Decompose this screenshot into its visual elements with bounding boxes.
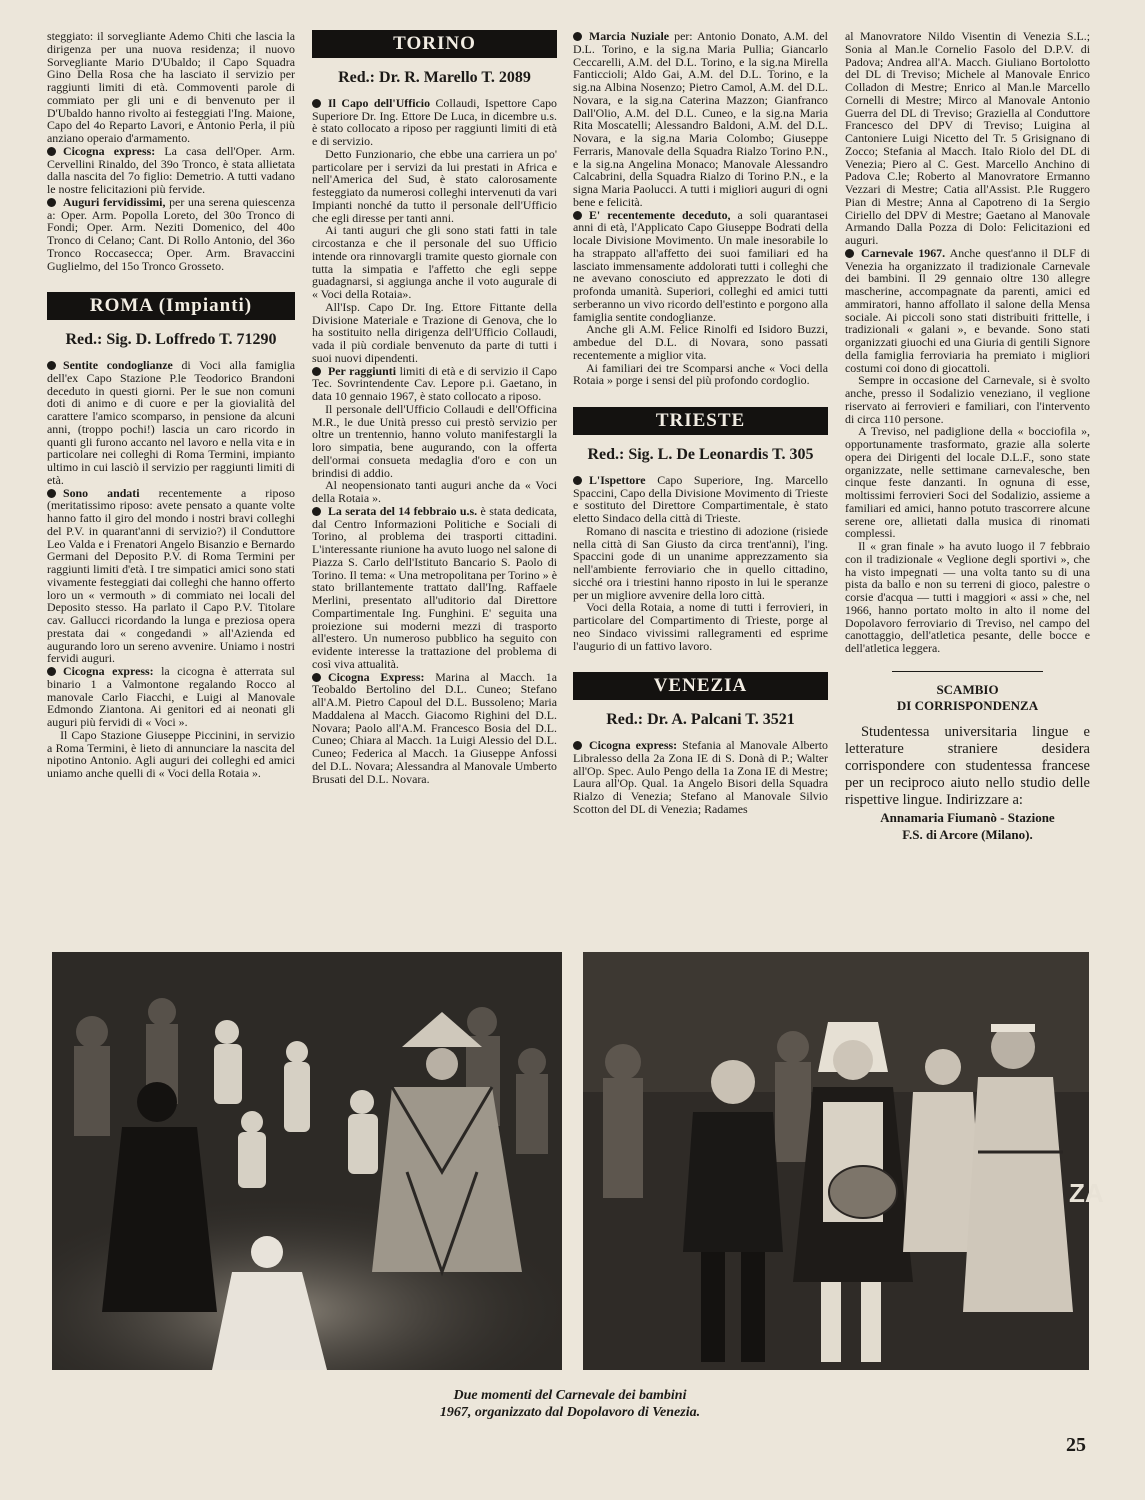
item-text: Capo Superiore, Ing. Marcello Spaccini, Capo della Divisione Movimento di Trieste e sostituto del Direttore Compartimentale, è stato eletto Sindaco della città di Trieste. [573,472,828,525]
bullet-icon [573,741,582,750]
item-head: Il Capo dell'Ufficio [328,95,431,110]
news-item [312,365,557,403]
article-paragraph: Voci della Rotaia, a nome di tutti i ferrovieri, in particolare del Compartimento di Trieste, porge al neo Sindaco vivissimi rallegramenti ed esprime l'augurio di un fattivo lavoro. [573,600,828,653]
scambio-contact-line-1: Annamaria Fiumanò - Stazione [880,809,1055,825]
carnival-photo-2-image [583,952,1104,1370]
article-paragraph: A Treviso, nel padiglione della « bocciofila », opportunamente trasformato, grazie alla solerte opera dei Dirigenti del locale D.L.F., sono state organizzate, nelle settimane carnevalesche, ben cinque feste danzanti. In ognuna di esse, moltissimi ferrovieri Soci del Sodalizio, assieme a familiari ed amici, hanno potuto trascorrere alcune serene ore, allietati dalla musica di rinomati complessi. [845,424,1090,541]
bullet-icon [47,198,56,207]
item-text: Marina al Macch. 1a Teobaldo Bertolino del D.L. Cuneo; Stefano all'A.M. Pietro Capoul del D.L. Bussoleno; Maria Maddalena al Macch. Giacomo Righini del D.L. Novara; Paolo all'A.M. Francesco Bosia del D.L. Cuneo; Chiara al Macch. 1a Luigi Alessio del D.L. Cuneo; Federica al Macch. 1a Giuseppe Anfossi del D.L. Novara; Alessandra al Manovale Umberto Brusati del D.L. Novara. [312,669,557,786]
item-text: è stata dedicata, dal Centro Informazioni Politiche e Sociali di Torino, al problema dei trasporti cittadini. L'interessante riunione ha avuto luogo nel salone di Piazza S. Carlo dell'Istituto Bancario S. Paolo di Torino. Il tema: « Una metropolitana per Torino » è stato brillantemente trattato dall'Ing. Raffaele Merlini, presentato all'uditorio dal Direttore Compartimentale Ing. Funghini. E' seguita una proiezione sui moderni mezzi di trasporto all'estero. Un numeroso pubblico ha seguito con evidente interesse la trattazione del problema di così viva attualità. [312,503,557,671]
news-item [312,97,557,148]
bullet-icon [312,99,321,108]
scambio-contact-line-2: F.S. di Arcore (Milano). [902,826,1033,842]
item-head: Cicogna express: [63,664,154,678]
section-editor-torino: Red.: Dr. R. Marello T. 2089 [338,69,531,86]
article-paragraph: Il Capo Stazione Giuseppe Piccinini, in servizio a Roma Termini, è lieto di annunciare la nascita del nipotino Antonio. Agli auguri dei colleghi ed amici uniamo anche quelli di « Voci della Rotaia ». [47,727,295,780]
article-paragraph: Ai familiari dei tre Scomparsi anche « Voci della Rotaia » porge i sensi del più profondo cordoglio. [573,360,828,388]
item-head: Carnevale 1967. [861,245,946,260]
news-item [47,487,295,666]
bullet-icon [573,476,582,485]
caption-line-1: Due momenti del Carnevale dei bambini [453,1388,687,1403]
article-paragraph: Il « gran finale » ha avuto luogo il 7 febbraio con il tradizionale « Veglione degli sportivi », che ha visto impegnati — una volta tanto su di una pista da ballo e non su terreni di gioco, palestre o corsie d'acqua — tutti i maggiori « assi » che, nel 1966, hanno portato molto in alto il nome del Dopolavoro ferroviario di Treviso, nel campo del canottaggio, dell'atletica pesante, delle bocce e dell'atletica leggera. [845,539,1090,655]
section-title-venezia: VENEZIA [573,672,828,700]
item-head: Marcia Nuziale [589,29,670,43]
item-text: Anche quest'anno il DLF di Venezia ha organizzato il tradizionale Carnevale dei bambini. Il 29 gennaio oltre 130 allegre mascherine, accompagnate da parenti, amici ed ammiratori, hanno affollato il salone della Mensa sociale. Ai piccoli sono stati distribuiti frittelle, i tradizionali « galani », e bevande. Sono stati organizzati giuochi ed una Giuria di gentili Signore della famiglia ferroviaria ha premiato i migliori costumi coi dono di giocattoli. [845,245,1090,375]
section-title-torino: TORINO [312,30,557,58]
photo-caption [310,1387,830,1421]
news-item [573,209,828,324]
news-item [312,505,557,671]
article-paragraph: Anche gli A.M. Felice Rinolfi ed Isidoro Buzzi, ambedue del D.L. di Novara, sono passati recentemente a miglior vita. [573,322,828,362]
column-2 [312,30,557,940]
item-head: L'Ispettore [589,472,646,487]
bullet-icon [312,507,321,516]
section-editor-roma: Red.: Sig. D. Loffredo T. 71290 [65,331,277,349]
bullet-icon [47,489,56,498]
item-text: Collaudi, Ispettore Capo Superiore Dr. Ing. Ettore De Luca, in dicembre u.s. è stato collocato a riposo per raggiunti limiti di età e di servizio. [312,95,558,148]
article-paragraph: Sempre in occasione del Carnevale, si è svolto anche, presso il Sodalizio veneziano, il veglione riservato ai ferrovieri e familiari, con l'intervento di circa 110 persone. [845,373,1090,426]
bullet-icon [47,147,56,156]
bullet-icon [312,673,321,682]
news-item [573,474,828,525]
scambio-title-line-2: DI CORRISPONDENZA [896,697,1039,713]
item-head: Sono andati [63,485,140,500]
item-text: Stefania al Manovale Alberto Libralesso della 2a Zona IE di S. Donà di P.; Walter all'Op. Spec. Aulo Pengo della 1a Zona IE di Mestre; Laura all'Op. Qual. 1a Angelo Bisori della Squadra Rialzo di Venezia; Stefano al Manovale Silvio Scotton del DL di Venezia; Radames [573,738,828,816]
carnival-photo-1-image [52,952,562,1370]
item-head: Per raggiunti [328,363,397,378]
article-paragraph: Detto Funzionario, che ebbe una carriera un po' particolare per i servizi da lui prestati in Africa e nell'America del Sud, è stato calorosamente festeggiato da numerosi colleghi intervenuti da vari Impianti nonché da tutto il personale dell'Ufficio che egli diresse per tanti anni. [312,146,558,225]
item-text: di Voci alla famiglia dell'ex Capo Stazione P.le Teodorico Brandoni deceduto in questi giorni. Per le sue non comuni doti di animo e di cuore e per la giovialità del carattere l'amico scomparso, in pensione da alcuni anni, (troppo pochi!) lascia un caro ricordo in quanti gli furono accanto nel lavoro e nella vita e in particolare nei colleghi di Roma Termini, impianto ultimo in cui lasciò il servizio per raggiunti limiti di età. [47,358,295,487]
bullet-icon [573,32,582,41]
item-text: per una serena quiescenza a: Oper. Arm. Popolla Loreto, del 30o Tronco di Fondi; Oper. Arm. Neziti Domenico, del 40o Tronco di Celano; Cant. Di Rollo Antonio, del 36o Tronco Roccasecca; Oper. Arm. Bravaccini Guglielmo, del 15o Tronco Grosseto. [47,194,295,273]
article-paragraph: Il personale dell'Ufficio Collaudi e dell'Officina M.R., le due Unità presso cui prestò servizio per oltre un trentennio, hanno voluto manifestargli la loro simpatia, bene augurando, con la offerta dell'ormai consueta medaglia d'oro e con un brindisi di addio. [312,401,557,480]
news-item [312,671,557,786]
section-title-roma: ROMA (Impianti) [47,292,295,320]
page-number: 25 [1066,1434,1086,1456]
photo2-sign-text: ZA [1069,1178,1104,1208]
column-3 [573,30,828,940]
item-head: Cicogna Express: [328,669,425,684]
section-title-trieste: TRIESTE [573,407,828,435]
scambio-heading [845,682,1090,714]
item-text: la cicogna è atterrata sul binario 1 a Valmontone regalando Rocco al manovale Carlo Fiacchi, e Luigi al Manovale Edmondo Ziantona. Ai genitori ed ai neonati gli auguri più fervidi di « Voci ». [47,664,295,729]
news-item [47,359,295,487]
item-text: recentemente a riposo (meritatissimo riposo: avete pensato a quante volte hanno fatto il giro del mondo i nostri bravi colleghi del P.V. in quarant'anni di servizio?) il Conduttore Leo Valda e i Frenatori Angelo Bisanzio e Bernardo Germani del Deposito P.V. di Roma Termini per raggiunti limiti d'età. I tre simpatici amici sono stati vivamente festeggiati dai colleghi che hanno offerto loro un « vermouth » di commiato nei locali del Deposito stesso. Ha parlato il Capo P.V. Titolare cav. Gallucci ricordando la lunga e preziosa opera prestata dai « congedandi » all'Azienda ed augurando loro un sereno avvenire. Uniamo i nostri fervidi auguri. [47,485,295,666]
item-head: Auguri fervidissimi, [63,194,166,209]
item-head: Cicogna express: [589,738,678,752]
scambio-contact [845,809,1090,843]
news-item [47,196,295,273]
article-paragraph: Ai tanti auguri che gli sono stati fatti in tale circostanza e che il personale del suo Ufficio intende ora rinnovargli tramite questo giornale con tutta la simpatia e l'affetto che egli seppe guadagnarsi, si aggiunga anche il voto augurale di « Voci della Rotaia». [312,223,557,301]
divider [892,671,1044,672]
item-head: La serata del 14 febbraio u.s. [328,503,478,518]
section-editor-trieste: Red.: Sig. L. De Leonardis T. 305 [587,446,814,463]
scambio-title-line-1: SCAMBIO [936,681,999,697]
caption-line-2: 1967, organizzato dal Dopolavoro di Venezia. [439,1405,701,1420]
news-item [845,247,1090,375]
news-item [573,30,828,209]
scambio-body: Studentessa universitaria lingue e letterature straniere desidera corrispondere con studentessa francese per un reciproco aiuto nello studio delle rispettive lingue. Indirizzare a: [845,723,1090,808]
article-paragraph: steggiato: il sorvegliante Ademo Chiti che lascia la dirigenza per una nuova residenza; il nuovo Sorvegliante Mario D'Ubaldo; il Capo Squadra Gino Della Rosa che ha lasciato il servizio per raggiunti limiti di età. Commoventi parole di commiato per gli uni e di benvenuto per il D'Ubaldo hanno rivolto ai festeggiati l'Ing. Maione, Capo del 4o Reparto Lavori, e Antonio Perla, il più anziano operaio d'armamento. [47,29,295,145]
item-text: a soli quarantasei anni di età, l'Applicato Capo Giuseppe Bodrati della locale Divisione Movimento. Un male inesorabile lo ha strappato all'affetto dei suoi familiari ed ha lasciato immensamente addolorati tutti i colleghi che ne avevano conosciuto ed apprezzato le doti di profonda umanità. Superiori, colleghi ed amici tutti serberanno un vivo ricordo dell'estinto e porgono alla famiglia sentite condoglianze. [573,207,828,324]
item-head: E' recentemente deceduto, [589,207,731,222]
article-paragraph: Romano di nascita e triestino di adozione (risiede nella città di San Giusto da circa trent'anni), l'ing. Spaccini gode di un unanime apprezzamento sia nell'ambiente ferroviario che in quello cittadino, sicché ora i triestini hanno riposto in lui le speranze per un migliore avvenire della loro città. [573,523,828,602]
news-item [47,145,295,196]
news-item [573,739,828,816]
item-head: Cicogna express: [63,143,156,158]
bullet-icon [47,361,56,370]
carnival-photo-1 [52,952,562,1370]
article-paragraph: All'Isp. Capo Dr. Ing. Ettore Fittante della Divisione Materiale e Trazione di Genova, che lo ha sostituito nella dirigenza dell'Ufficio Collaudi, vada il più cordiale benvenuto da parte di tutti i suoi nuovi dipendenti. [312,299,557,365]
section-editor-venezia: Red.: Dr. A. Palcani T. 3521 [606,711,795,729]
article-paragraph: al Manovratore Nildo Visentin di Venezia S.L.; Sonia al Man.le Cornelio Fasolo del D.P.V. di Padova; Andrea all'A. Macch. Giuliano Bortolotto del DL di Treviso; Michele al Manovale Enrico Colladon di Mestre; Enrico al Man.le Marcello Cornelli di Mestre; Mirco al Manovale Antonio Guerra del DL di Treviso; Graziella al Conduttore Francesco del DPV di Treviso; Luigina al Cantoniere Luigi Nicetto del Tr. 5 Grisignano di Zocco; Stefania al Macch. Italo Riolo del DL di Venezia; Piero al C. Gest. Marcello Anchino di Padova C.le; Roberto al Manovratore Ermanno Vezzari di Mestre; Catia all'Assist. P.le Ruggero Pian di Mestre; Anna al Capotreno di 1a Sergio Ciriello del DPV di Mestre; Gaetano al Manovale Armando Dalla Pozza di Dolo: Felicitazioni ed auguri. [845,29,1090,247]
article-paragraph: Al neopensionato tanti auguri anche da « Voci della Rotaia ». [312,478,557,505]
bullet-icon [845,249,854,258]
item-text: per: Antonio Donato, A.M. del D.L. Torino, e la sig.na Maria Pullia; Giancarlo Ceccarelli, A.M. del D.L. Torino, e la sig.na Mirella Fanticcioli; Aldo Gai, A.M. del D.L. Torino, e la sig.na Albina Nosenzo; Pietro Camol, A.M. del D.L. Novara, e la sig.na Caterina Mazzon; Gianfranco Dall'Olio, A.M. del D.L. Cuneo, e la sig.na Maria Rita Moscatelli; Alessandro Baldoni, A.M. del D.L. Novara, e la sig.na Maria Colombo; Giuseppe Ferraris, Manovale della Squadra Rialzo Torino P.N., e la sig.na Angelina Monaco; Manovale Alessandro Calcabrini, della Squadra Rialzo di Torino P.N., e la signa Maria Paolucci. A tutti i migliori auguri di ogni bene e felicità. [573,29,828,209]
item-head: Sentite condoglianze [63,358,173,372]
bullet-icon [312,367,321,376]
bullet-icon [573,211,582,220]
bullet-icon [47,667,56,676]
column-4 [845,30,1090,940]
carnival-photo-2 [583,952,1104,1370]
item-text: limiti di età e di servizio il Capo Tec. Sovrintendente Cav. Lepore p.i. Gaetano, in data 10 gennaio 1967, è stato collocato a riposo. [312,363,557,403]
news-item [47,665,295,729]
item-text: La casa dell'Oper. Arm. Cervellini Rinaldo, del 39o Tronco, è stata allietata dalla nascita del 7o figlio: Demetrio. A tutti vadano le nostre felicitazioni più fervide. [47,143,295,196]
column-1 [47,30,295,940]
